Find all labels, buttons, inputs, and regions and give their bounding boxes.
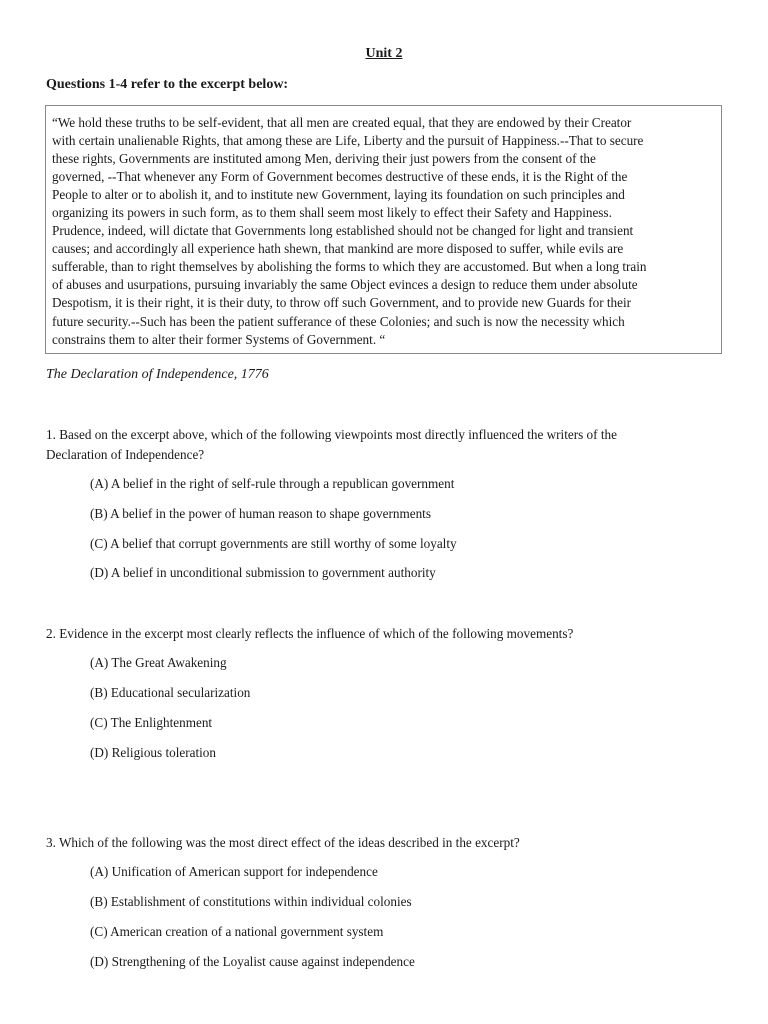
excerpt-citation [46, 367, 269, 383]
question-stem [46, 425, 736, 465]
excerpt-line: “We hold these truths to be self-evident, that all men are created equal, that they are endowed by their Creator [52, 115, 632, 130]
excerpt-line: Despotism, it is their right, it is their duty, to throw off such Government, and to provide new Guards for their [52, 295, 632, 311]
answer-option: (C) A belief that corrupt governments are still worthy of some loyalty [90, 536, 457, 551]
excerpt-box [45, 105, 722, 354]
excerpt-text [52, 114, 722, 349]
answer-option: (D) Strengthening of the Loyalist cause against independence [90, 954, 415, 969]
answer-option: (C) American creation of a national government system [90, 924, 384, 939]
question-stem [46, 833, 736, 853]
answer-option: (B) Educational secularization [90, 685, 251, 700]
answer-option: (A) A belief in the right of self-rule through a republican government [90, 476, 455, 491]
excerpt-line: future security.--Such has been the patient sufferance of these Colonies; and such is now the necessity which [52, 313, 625, 329]
unit-title: Unit 2 [365, 46, 403, 61]
answer-option: (D) A belief in unconditional submission to government authority [90, 565, 436, 580]
question-3 [46, 833, 736, 969]
excerpt-line: with certain unalienable Rights, that among these are Life, Liberty and the pursuit of Happiness.--That to secure [52, 133, 644, 149]
excerpt-line: People to alter or to abolish it, and to institute new Government, laying its foundation on such principles and [52, 187, 625, 203]
citation-year: , 1776 [233, 367, 269, 382]
citation-title: The Declaration of Independence [46, 367, 234, 382]
question-stem-line: Declaration of Independence? [46, 447, 205, 462]
answer-option: (D) Religious toleration [90, 745, 216, 760]
questions-intro: Questions 1-4 refer to the excerpt below: [46, 77, 289, 92]
question-stem-line: 1. Based on the excerpt above, which of the following viewpoints most directly influenced the writers of the [46, 427, 617, 442]
question-stem [46, 624, 736, 644]
answer-option: (C) The Enlightenment [90, 715, 213, 730]
answer-option: (B) Establishment of constitutions within individual colonies [90, 894, 412, 909]
excerpt-line: these rights, Governments are instituted among Men, deriving their just powers from the consent of the [52, 151, 596, 167]
excerpt-line: sufferable, than to right themselves by abolishing the forms to which they are accustomed. But when a long train [52, 259, 647, 275]
question-2 [46, 624, 736, 760]
answer-option: (A) Unification of American support for independence [90, 864, 378, 879]
excerpt-line: organizing its powers in such form, as to them shall seem most likely to effect their Safety and Happiness. [52, 205, 612, 221]
excerpt-line: Prudence, indeed, will dictate that Governments long established should not be changed for light and transient [52, 223, 634, 239]
question-stem-line: 3. Which of the following was the most direct effect of the ideas described in the excerpt? [46, 835, 520, 850]
question-stem-line: 2. Evidence in the excerpt most clearly reflects the influence of which of the following movements? [46, 626, 574, 641]
answer-option: (A) The Great Awakening [90, 655, 227, 670]
excerpt-line: governed, --That whenever any Form of Government becomes destructive of these ends, it is the Right of the [52, 169, 628, 185]
question-1 [46, 425, 736, 580]
answer-option: (B) A belief in the power of human reason to shape governments [90, 506, 431, 521]
excerpt-line: of abuses and usurpations, pursuing invariably the same Object evinces a design to reduce them under absolute [52, 277, 638, 293]
excerpt-line: constrains them to alter their former Systems of Government. “ [52, 331, 386, 347]
excerpt-line: causes; and accordingly all experience hath shewn, that mankind are more disposed to suffer, while evils are [52, 241, 624, 257]
